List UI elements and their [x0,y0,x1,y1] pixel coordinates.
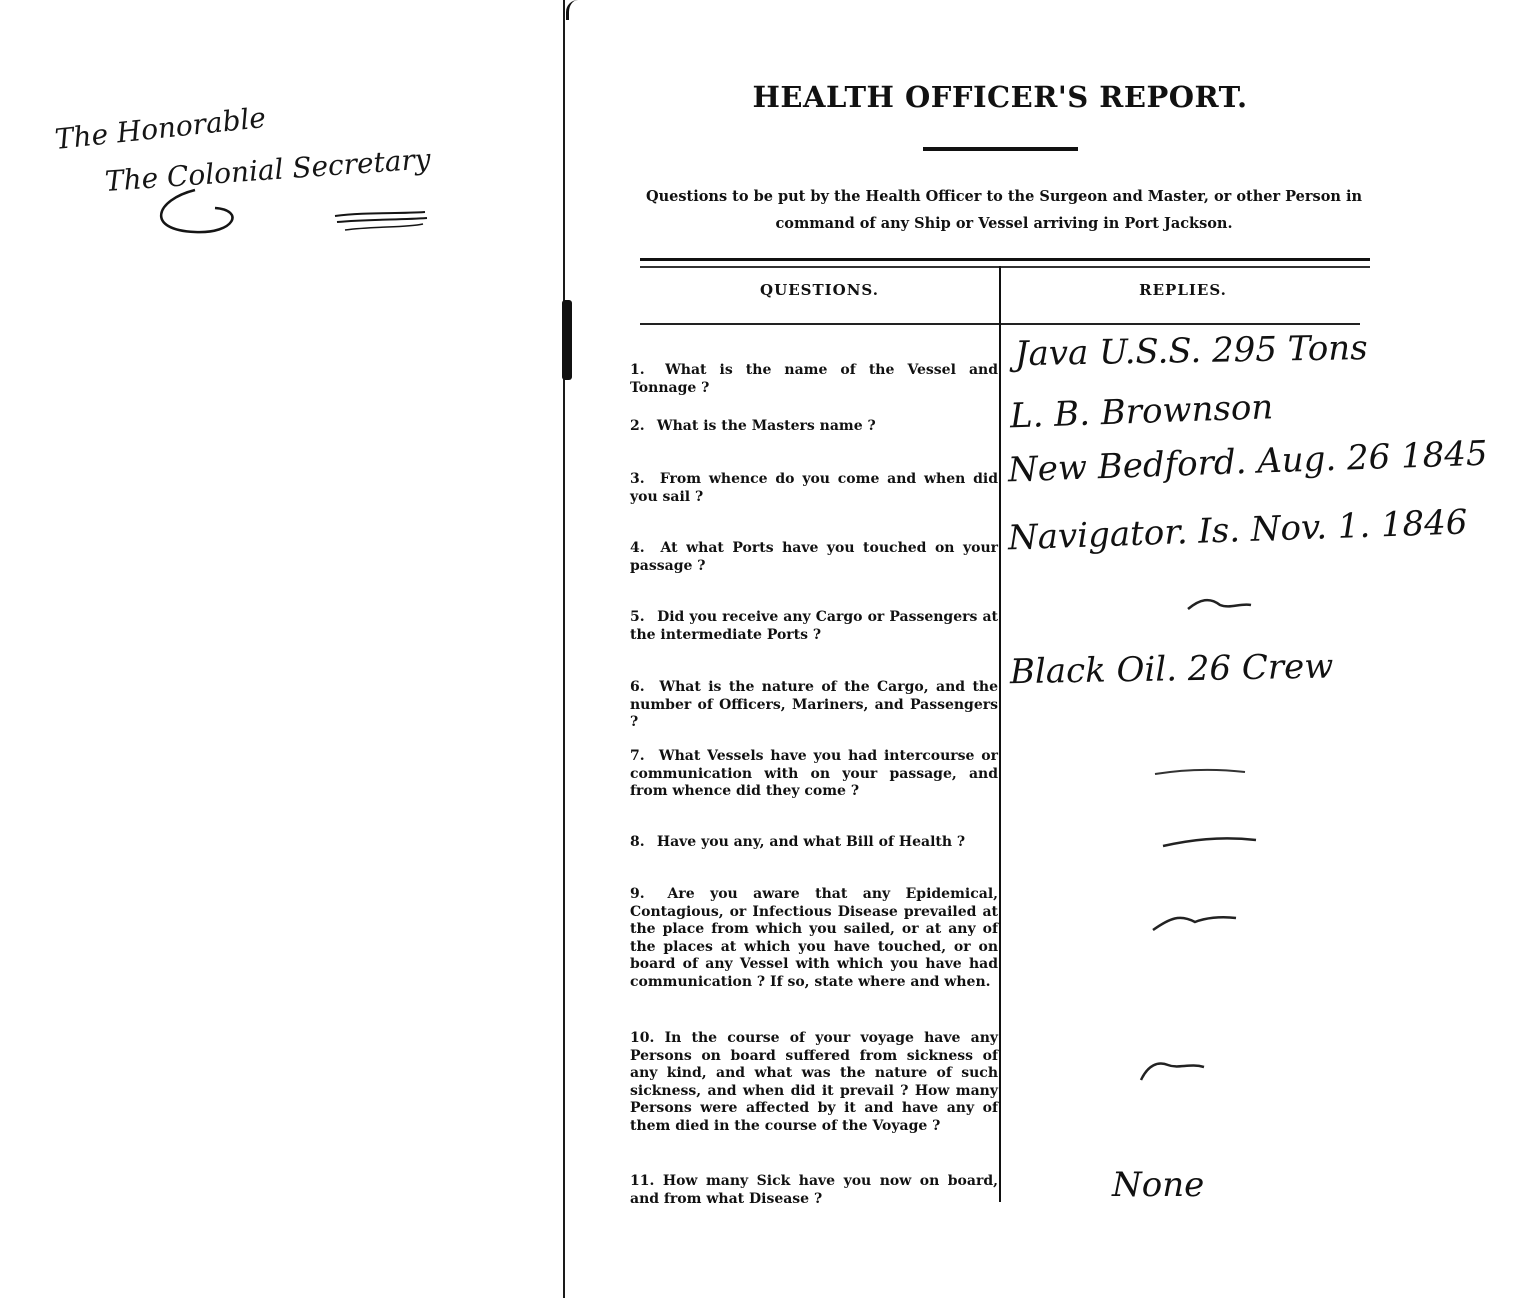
reply-3: New Bedford. Aug. 26 1845 [1007,433,1489,491]
report-title: HEALTH OFFICER'S REPORT. [752,80,1248,114]
reply-1: Java U.S.S. 295 Tons [1014,328,1368,375]
column-header-questions: QUESTIONS. [760,281,879,299]
reply-5-dash [1185,595,1255,615]
report-intro: Questions to be put by the Health Officer to the Surgeon and Master, or other Person in command of any Ship or Vessel arriving in Port Jackson. [645,188,1363,232]
question-10: 10. In the course of your voyage have any Persons on board suffered from sickness of any kind, and what was the nature of such sickness, and when did it prevail ? How many Persons were affected by it and have any of them died in the course of the Voyage ? [630,1030,999,1134]
title-underline [923,147,1078,151]
page-fold [563,0,565,1298]
reply-10-dash [1138,1055,1208,1085]
question-2: 2. What is the Masters name ? [630,418,876,434]
reply-11: None [1112,1165,1205,1205]
question-8: 8. Have you any, and what Bill of Health ? [630,834,966,850]
reply-7-dash [1150,762,1250,782]
question-6: 6. What is the nature of the Cargo, and the number of Officers, Mariners, and Passengers ? [630,679,999,730]
handwritten-address [45,100,445,250]
reply-8-dash [1160,832,1260,852]
table-top-rule [640,258,1370,261]
reply-4: Navigator. Is. Nov. 1. 1846 [1007,502,1469,559]
question-5: 5. Did you receive any Cargo or Passengers at the intermediate Ports ? [630,609,999,643]
page-fold-top [566,0,585,20]
question-4: 4. At what Ports have you touched on your passage ? [630,540,998,574]
question-1: 1. What is the name of the Vessel and Tonnage ? [630,362,998,396]
question-7: 7. What Vessels have you had intercourse or communication with on your passage, and from whence did they come ? [630,748,998,799]
reply-6: Black Oil. 26 Crew [1009,646,1334,693]
address-line-2: The Colonial Secretary [103,142,432,198]
column-divider [999,266,1001,1202]
address-line-1: The Honorable [53,100,268,156]
reply-2: L. B. Brownson [1009,387,1274,437]
page-fold-shadow [562,300,572,380]
question-9: 9. Are you aware that any Epidemical, Contagious, or Infectious Disease prevailed at the place from which you sailed, or at any of the places at which you have touched, or on board of any Vessel with which you have had communication ? If so, state where and when. [630,886,999,990]
question-3: 3. From whence do you come and when did you sail ? [630,471,999,505]
column-header-replies: REPLIES. [1139,281,1227,299]
address-flourish [45,120,445,250]
question-11: 11. How many Sick have you now on board, and from what Disease ? [630,1173,999,1207]
table-top-rule-2 [640,266,1370,268]
reply-9-dash [1150,908,1240,938]
